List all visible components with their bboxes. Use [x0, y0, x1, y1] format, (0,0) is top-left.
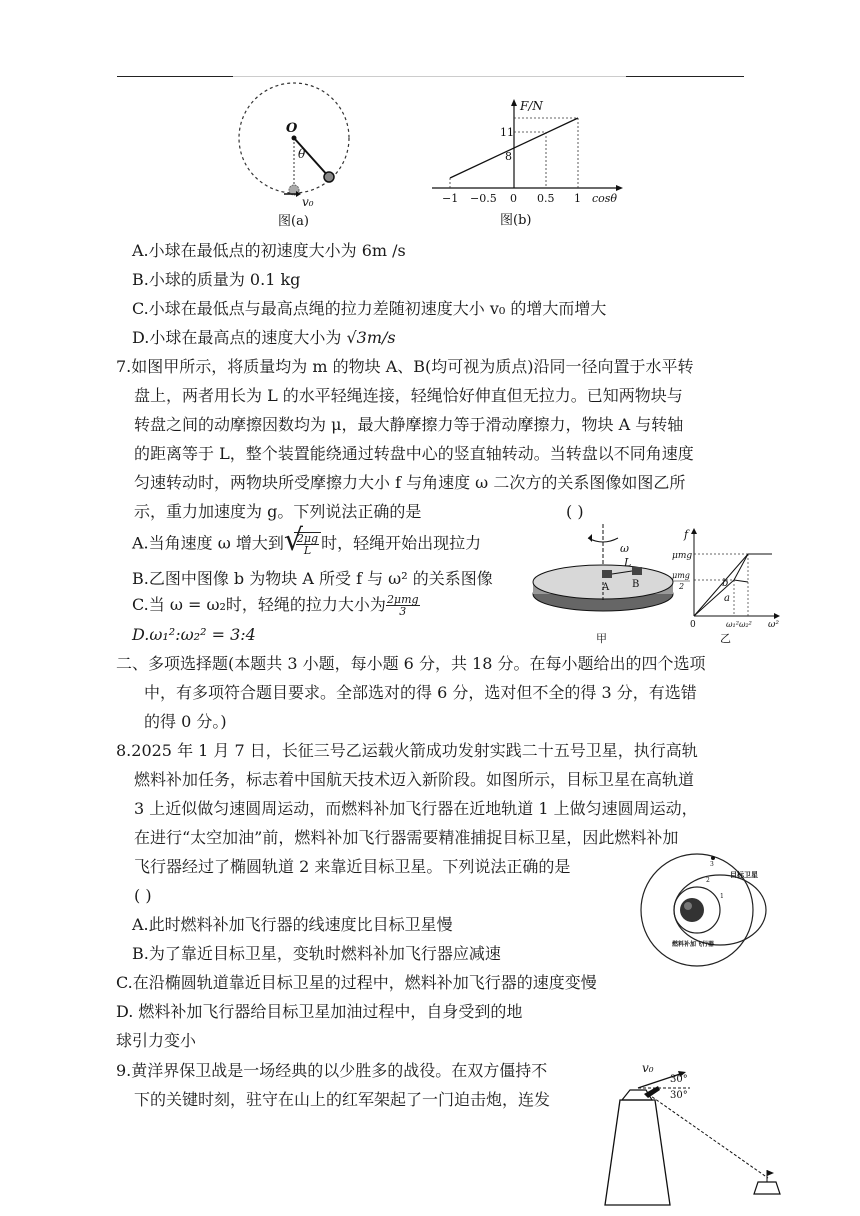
fig-q8-orbit-3: 3 [710, 861, 714, 868]
q7-option-c-den: 3 [399, 605, 407, 618]
q7-line-1: 7.如图甲所示，将质量均为 m 的物块 A、B(均可视为质点)沿同一径向置于水平转 [116, 357, 694, 376]
q7-option-d: D.ω₁²:ω₂² = 3:4 [132, 625, 256, 644]
figure-q9-mortar [600, 1060, 790, 1210]
q8-line-4: 在进行“太空加油”前，燃料补加飞行器需要精准捕捉目标卫星，因此燃料补加 [134, 828, 679, 847]
fig-yi-umg-half-den: 2 [679, 582, 685, 591]
q6-option-d [132, 327, 396, 349]
q7-line-2: 盘上，两者用长为 L 的水平轻绳连接，轻绳恰好伸直但无拉力。已知两物块与 [134, 386, 683, 405]
fig-yi-x-axis: ω² [768, 620, 779, 630]
section2-line-2: 中，有多项符合题目要求。全部选对的得 6 分，选对但不全的得 3 分，有选错 [144, 683, 697, 702]
fig-yi-caption: 乙 [720, 632, 731, 645]
q7-option-a-prefix: A.当角速度 ω 增大到 [132, 533, 284, 553]
fig-yi-umg-half-num: μmg [672, 571, 690, 580]
figure-jia-turntable [528, 524, 678, 646]
q8-answer-bracket: ( ) [134, 886, 152, 905]
fig-q8-target-label: 目标卫星 [730, 870, 758, 879]
q7-option-a-den: L [303, 544, 312, 557]
fig-b-x-tick-0: 0 [510, 192, 517, 205]
q8-option-b: B.为了靠近目标卫星，变轨时燃料补加飞行器应减速 [132, 944, 501, 963]
fig-b-x-tick-minus1: −1 [442, 192, 459, 205]
q7-answer-bracket: ( ) [566, 502, 584, 521]
q6-option-a: A.小球在最低点的初速度大小为 6m /s [132, 241, 406, 260]
q8-line-3: 3 上近似做匀速圆周运动，而燃料补加飞行器在近地轨道 1 上做匀速圆周运动， [134, 799, 698, 818]
q6-option-c: C.小球在最低点与最高点绳的拉力差随初速度大小 v₀ 的增大而增大 [132, 299, 607, 318]
q8-option-a: A.此时燃料补加飞行器的线速度比目标卫星慢 [132, 915, 453, 934]
fig-b-y-tick-11: 11 [500, 126, 514, 139]
q8-option-d-line-2: 球引力变小 [116, 1031, 197, 1050]
fig-b-x-axis-label: cosθ [592, 192, 618, 205]
fig-b-x-tick-05: 0.5 [537, 192, 555, 205]
fig-b-x-tick-minus05: −0.5 [470, 192, 497, 205]
q7-line-5: 匀速转动时，两物块所受摩擦力大小 f 与角速度 ω 二次方的关系图像如图乙所 [134, 473, 686, 492]
q7-option-a-num: 2μg [296, 532, 319, 545]
q6-option-b: B.小球的质量为 0.1 kg [132, 270, 301, 289]
fig-q8-orbit-1: 1 [720, 893, 724, 900]
q8-line-1: 8.2025 年 1 月 7 日，长征三号乙运载火箭成功发射实践二十五号卫星，执行高轨 [116, 741, 698, 760]
q7-line-6: 示，重力加速度为 g。下列说法正确的是 [134, 502, 422, 521]
q8-line-2: 燃料补加任务，标志着中国航天技术迈入新阶段。如图所示，目标卫星在高轨道 [134, 770, 695, 789]
q7-line-3: 转盘之间的动摩擦因数均为 μ，最大静摩擦力等于滑动摩擦力，物块 A 与转轴 [134, 415, 684, 434]
header-rule-right [626, 76, 744, 77]
fig-jia-caption: 甲 [596, 632, 607, 645]
fig-b-y-axis-label: F/N [520, 99, 543, 113]
fig-a-center-label: O [286, 121, 298, 136]
q8-line-5: 飞行器经过了椭圆轨道 2 来靠近目标卫星。下列说法正确的是 [134, 857, 571, 876]
q7-line-4: 的距离等于 L，整个装置能绕通过转盘中心的竖直轴转动。当转盘以不同角速度 [134, 444, 694, 463]
fig-jia-label-A: A [602, 582, 610, 593]
fig-q8-orbit-2: 2 [706, 877, 710, 884]
q7-option-b: B.乙图中图像 b 为物块 A 所受 f 与 ω² 的关系图像 [132, 569, 493, 588]
q8-option-c: C.在沿椭圆轨道靠近目标卫星的过程中，燃料补加飞行器的速度变慢 [116, 973, 597, 992]
fig-q9-angle-1: 30° [670, 1074, 688, 1085]
q6-option-d-math: √3m/s [346, 328, 396, 347]
q7-option-c [132, 594, 420, 617]
header-rule-middle [233, 76, 626, 77]
figure-b-graph [428, 98, 628, 230]
figure-q8-orbits [622, 850, 772, 970]
fig-b-y-tick-8: 8 [505, 150, 512, 163]
fig-yi-f: f [684, 528, 689, 541]
fig-a-caption: 图(a) [278, 214, 309, 229]
fig-a-angle-label: θ [298, 147, 306, 161]
fig-a-velocity-label: v₀ [302, 195, 314, 209]
fig-yi-b: b [722, 578, 729, 589]
q9-line-2: 下的关键时刻，驻守在山上的红军架起了一门迫击炮，连发 [134, 1090, 551, 1109]
header-rule-left [117, 76, 233, 77]
fig-q9-angle-2: 30° [670, 1090, 688, 1101]
fig-jia-label-B: B [632, 579, 640, 590]
figure-a-circle [232, 80, 356, 230]
q7-option-a-sqrt: √ $\frac{2\mu g}{L}$ [284, 532, 321, 556]
fig-b-caption: 图(b) [500, 213, 532, 228]
fig-b-x-tick-1: 1 [574, 192, 581, 205]
fig-q9-v0: v₀ [642, 1061, 654, 1075]
fig-yi-a: a [724, 593, 730, 604]
section2-line-1: 二、多项选择题(本题共 3 小题，每小题 6 分，共 18 分。在每小题给出的四个选项 [116, 654, 706, 673]
q7-option-a [132, 523, 482, 558]
section2-line-3: 的得 0 分。) [144, 712, 227, 731]
q6-option-d-text: D.小球在最高点的速度大小为 [132, 328, 347, 347]
q7-option-c-num: 2μmg [386, 593, 419, 606]
fig-jia-omega: ω [620, 542, 629, 555]
q7-option-a-suffix: 时，轻绳开始出现拉力 [321, 533, 482, 553]
fig-yi-x-ticks: ω₁²ω₂² [726, 620, 752, 629]
q8-option-d-line-1: D. 燃料补加飞行器给目标卫星加油过程中，自身受到的地 [116, 1002, 523, 1021]
fig-yi-origin: 0 [690, 620, 696, 630]
fig-q8-craft-label: 燃料补加飞行器 [672, 941, 715, 948]
fig-yi-umg: μmg [672, 551, 693, 561]
q7-option-c-prefix: C.当 ω = ω₂时，轻绳的拉力大小为 [132, 595, 386, 614]
q9-line-1: 9.黄洋界保卫战是一场经典的以少胜多的战役。在双方僵持不 [116, 1061, 548, 1080]
figure-yi-graph [672, 526, 782, 646]
fig-jia-label-L: L [624, 556, 632, 569]
